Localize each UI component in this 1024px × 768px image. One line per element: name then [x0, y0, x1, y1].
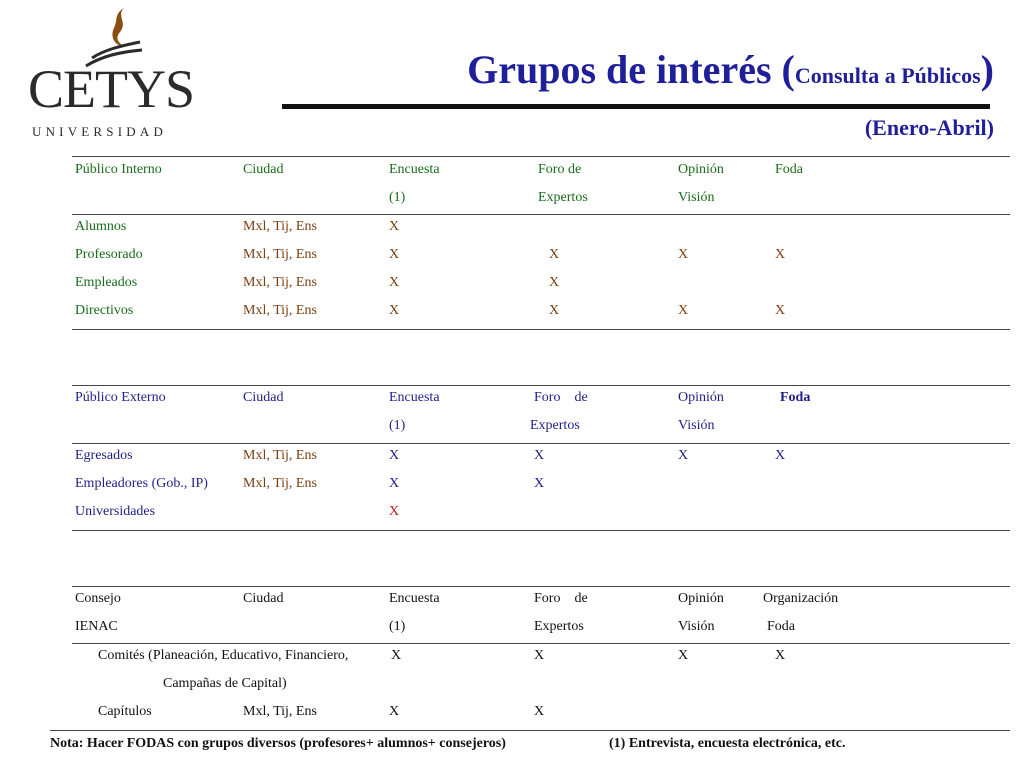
t2-row-mark: X — [389, 504, 400, 519]
divider — [50, 730, 1010, 731]
t1-header-foda: Foda — [775, 162, 803, 177]
t2-row-label: Universidades — [75, 504, 156, 519]
t1-row-mark: X — [389, 303, 400, 318]
t3-header-organizacion: Organización — [763, 591, 839, 606]
t1-row-mark: X — [775, 303, 786, 318]
t1-row-ciudad: Mxl, Tij, Ens — [243, 247, 317, 262]
t3-header-ciudad: Ciudad — [243, 591, 284, 606]
t2-row-label: Empleadores (Gob., IP) — [75, 476, 208, 491]
footer-note: Nota: Hacer FODAS con grupos diversos (profesores+ alumnos+ consejeros) — [50, 736, 506, 751]
t1-row-mark: X — [549, 275, 560, 290]
t2-header-foro: Foro de — [534, 390, 588, 405]
t3-row-mark: X — [775, 648, 786, 663]
t2-row-mark: X — [534, 448, 545, 463]
t3-row-mark: X — [391, 648, 402, 663]
t1-header-publico: Público Interno — [75, 162, 162, 177]
t3-row-label-cont: Campañas de Capital) — [163, 676, 287, 691]
t3-row-mark: X — [389, 704, 400, 719]
t2-row-ciudad: Mxl, Tij, Ens — [243, 448, 317, 463]
t3-row-mark: X — [534, 648, 545, 663]
t2-header-vision: Visión — [678, 418, 715, 433]
t2-row-mark: X — [389, 476, 400, 491]
t2-row-ciudad: Mxl, Tij, Ens — [243, 476, 317, 491]
t2-header-opinion: Opinión — [678, 390, 724, 405]
t3-row-ciudad: Mxl, Tij, Ens — [243, 704, 317, 719]
t3-header-ienac: IENAC — [75, 619, 118, 634]
t3-row-label: Comités (Planeación, Educativo, Financiero, — [98, 648, 349, 663]
t1-row-mark: X — [775, 247, 786, 262]
divider — [72, 385, 1010, 386]
t3-header-consejo: Consejo — [75, 591, 121, 606]
t1-header-expertos: Expertos — [538, 190, 588, 205]
t2-header-publico: Público Externo — [75, 390, 166, 405]
title-underline — [282, 104, 990, 109]
t1-row-ciudad: Mxl, Tij, Ens — [243, 219, 317, 234]
t3-row-mark: X — [678, 648, 689, 663]
t1-header-foro: Foro de — [538, 162, 582, 177]
t3-header-vision: Visión — [678, 619, 715, 634]
t1-row-mark: X — [549, 303, 560, 318]
t1-row-mark: X — [678, 247, 689, 262]
t2-row-mark: X — [775, 448, 786, 463]
t1-row-ciudad: Mxl, Tij, Ens — [243, 275, 317, 290]
t2-header-foda: Foda — [780, 390, 811, 405]
t1-row-mark: X — [389, 219, 400, 234]
cetys-logo — [22, 6, 195, 141]
t2-row-mark: X — [534, 476, 545, 491]
divider — [72, 329, 1010, 330]
t3-header-opinion: Opinión — [678, 591, 724, 606]
t2-header-encuesta: Encuesta — [389, 390, 440, 405]
t1-row-label: Directivos — [75, 303, 134, 318]
t2-row-mark: X — [389, 448, 400, 463]
footer-note-reference: (1) Entrevista, encuesta electrónica, etc. — [609, 736, 846, 751]
t1-row-label: Alumnos — [75, 219, 127, 234]
t1-header-encuesta: Encuesta — [389, 162, 440, 177]
divider — [72, 156, 1010, 157]
divider — [72, 643, 1010, 644]
divider — [72, 586, 1010, 587]
t3-row-label: Capítulos — [98, 704, 152, 719]
t2-header-expertos: Expertos — [530, 418, 580, 433]
t1-row-mark: X — [678, 303, 689, 318]
t1-header-ciudad: Ciudad — [243, 162, 284, 177]
t1-row-mark: X — [389, 275, 400, 290]
t1-row-mark: X — [549, 247, 560, 262]
t1-row-label: Empleados — [75, 275, 138, 290]
t3-row-mark: X — [534, 704, 545, 719]
divider — [72, 530, 1010, 531]
logo-subtitle: UNIVERSIDAD — [32, 124, 168, 139]
t2-header-ciudad: Ciudad — [243, 390, 284, 405]
t1-row-label: Profesorado — [75, 247, 143, 262]
t1-row-mark: X — [389, 247, 400, 262]
t3-header-encuesta: Encuesta — [389, 591, 440, 606]
page-subtitle: (Enero-Abril) — [864, 115, 994, 140]
t2-row-label: Egresados — [75, 448, 133, 463]
t3-header-foda: Foda — [767, 619, 795, 634]
t1-row-ciudad: Mxl, Tij, Ens — [243, 303, 317, 318]
t2-row-mark: X — [678, 448, 689, 463]
logo-wordmark: CETYS — [28, 59, 195, 119]
t1-header-encuesta-note: (1) — [389, 190, 406, 205]
divider — [72, 443, 1010, 444]
divider — [72, 214, 1010, 215]
t1-header-vision: Visión — [678, 190, 715, 205]
page-title: Grupos de interés (Consulta a Públicos) — [467, 47, 994, 92]
t3-header-foro: Foro de — [534, 591, 588, 606]
t3-header-expertos: Expertos — [534, 619, 584, 634]
t3-header-encuesta-note: (1) — [389, 619, 406, 634]
t1-header-opinion: Opinión — [678, 162, 724, 177]
t2-header-encuesta-note: (1) — [389, 418, 406, 433]
